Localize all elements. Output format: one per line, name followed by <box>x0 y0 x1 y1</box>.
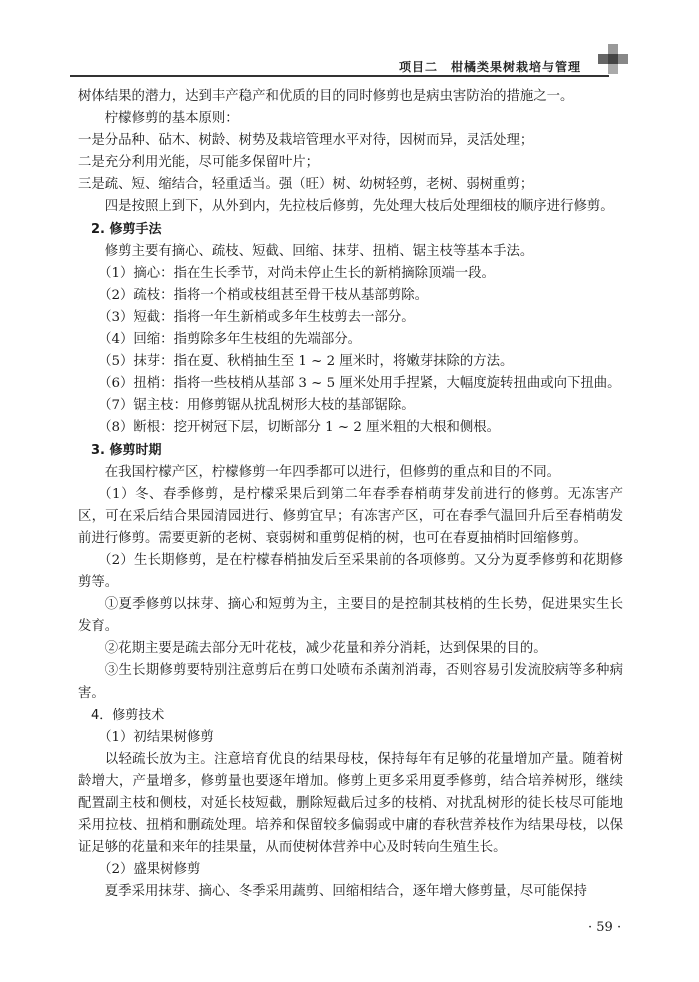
list-item: （4）回缩：指剪除多年生枝组的先端部分。 <box>98 332 362 348</box>
paragraph: 柠檬修剪的基本原则： <box>104 111 239 127</box>
paragraph: 在我国柠檬产区，柠檬修剪一年四季都可以进行，但修剪的重点和目的不同。 <box>104 464 561 480</box>
list-item: （7）锯主枝：用修剪锯从扰乱树形大枝的基部锯除。 <box>98 398 415 414</box>
paragraph: 修剪主要有摘心、疏枝、短截、回缩、抹芽、扭梢、锯主枝等基本手法。 <box>104 243 534 259</box>
paragraph: （2）生长期修剪，是在柠檬春梢抽发后至采果前的各项修剪。又分为夏季修剪和花期修剪等。 <box>78 552 623 591</box>
list-item: （8）断根：挖开树冠下层，切断部分 1 ~ 2 厘米粗的大根和侧根。 <box>98 420 501 436</box>
list-item: （2）疏枝：指将一个梢或枝组甚至骨干枝从基部剪除。 <box>98 287 428 303</box>
paragraph: 四是按照上到下，从外到内，先拉枝后修剪，先处理大枝后处理细枝的顺序进行修剪。 <box>104 199 614 215</box>
paragraph: ①夏季修剪以抹芽、摘心和短剪为主，主要目的是控制其枝梢的生长势，促进果实生长发育。 <box>78 597 623 635</box>
header-rule <box>70 75 609 77</box>
paragraph: 树体结果的潜力，达到丰产稳产和优质的目的同时修剪也是病虫害防治的措施之一。 <box>78 89 574 104</box>
page-header <box>0 0 699 80</box>
list-item: （1）摘心：指在生长季节，对尚未停止生长的新梢摘除顶端一段。 <box>98 265 495 281</box>
body-text <box>78 86 623 903</box>
section-heading: 3. 修剪时期 <box>91 442 162 458</box>
paragraph: 二是充分利用光能，尽可能多保留叶片； <box>78 155 320 171</box>
paragraph: 夏季采用抹芽、摘心、冬季采用蔬剪、回缩相结合，逐年增大修剪量，尽可能保持 <box>104 884 587 900</box>
decorative-block-logo <box>598 44 628 74</box>
page-number: · 59 · <box>588 920 622 935</box>
paragraph: 三是疏、短、缩结合，轻重适当。强（旺）树、幼树轻剪，老树、弱树重剪； <box>78 177 534 193</box>
paragraph: 以轻疏长放为主。注意培育优良的结果母枝，保持每年有足够的花量增加产量。随着树龄增大，产量增多，修剪量也要逐年增加。修剪上更多采用夏季修剪，结合培养树形，继续配置副主枝和侧枝，对延长枝短截，删除短截后过多的枝梢、对扰乱树形的徒长枝尽可能地采用拉枝、扭梢和删疏处理。培养和保留较多偏弱或中庸的春秋营养枝作为结果母枝，以保证足够的花量和来年的挂果量，从而使树体营养中心及时转向生殖生长。 <box>78 751 623 856</box>
paragraph: 一是分品种、砧木、树龄、树势及栽培管理水平对待，因树而异，灵活处理； <box>78 133 534 149</box>
list-item: （6）扭梢：指将一些枝梢从基部 3 ~ 5 厘米处用手捏紧，大幅度旋转扭曲或向下扭曲。 <box>98 376 621 392</box>
paragraph: ②花期主要是疏去部分无叶花枝，减少花量和养分消耗，达到保果的目的。 <box>104 641 547 657</box>
subsection-heading: （1）初结果树修剪 <box>98 729 214 745</box>
section-heading: 2. 修剪手法 <box>91 221 162 237</box>
list-item: （3）短截：指将一年生新梢或多年生枝剪去一部分。 <box>98 309 415 325</box>
list-item: （5）抹芽：指在夏、秋梢抽生至 1 ~ 2 厘米时，将嫩芽抹除的方法。 <box>98 354 514 370</box>
paragraph: （1）冬、春季修剪，是柠檬采果后到第二年春季春梢萌芽发前进行的修剪。无冻害产区，可在采后结合果园清园进行、修剪宜早；有冻害产区，可在春季气温回升后至春梢萌发前进行修剪。需要更新的老树、衰弱树和重剪促梢的树，也可在春夏抽梢时回缩修剪。 <box>78 486 623 546</box>
running-header-title: 项目二 柑橘类果树栽培与管理 <box>398 60 581 74</box>
paragraph: ③生长期修剪要特别注意剪后在剪口处喷布杀菌剂消毒，否则容易引发流胶病等多种病害。 <box>78 663 623 701</box>
section-heading: 4．修剪技术 <box>91 707 165 723</box>
subsection-heading: （2）盛果树修剪 <box>98 862 201 878</box>
